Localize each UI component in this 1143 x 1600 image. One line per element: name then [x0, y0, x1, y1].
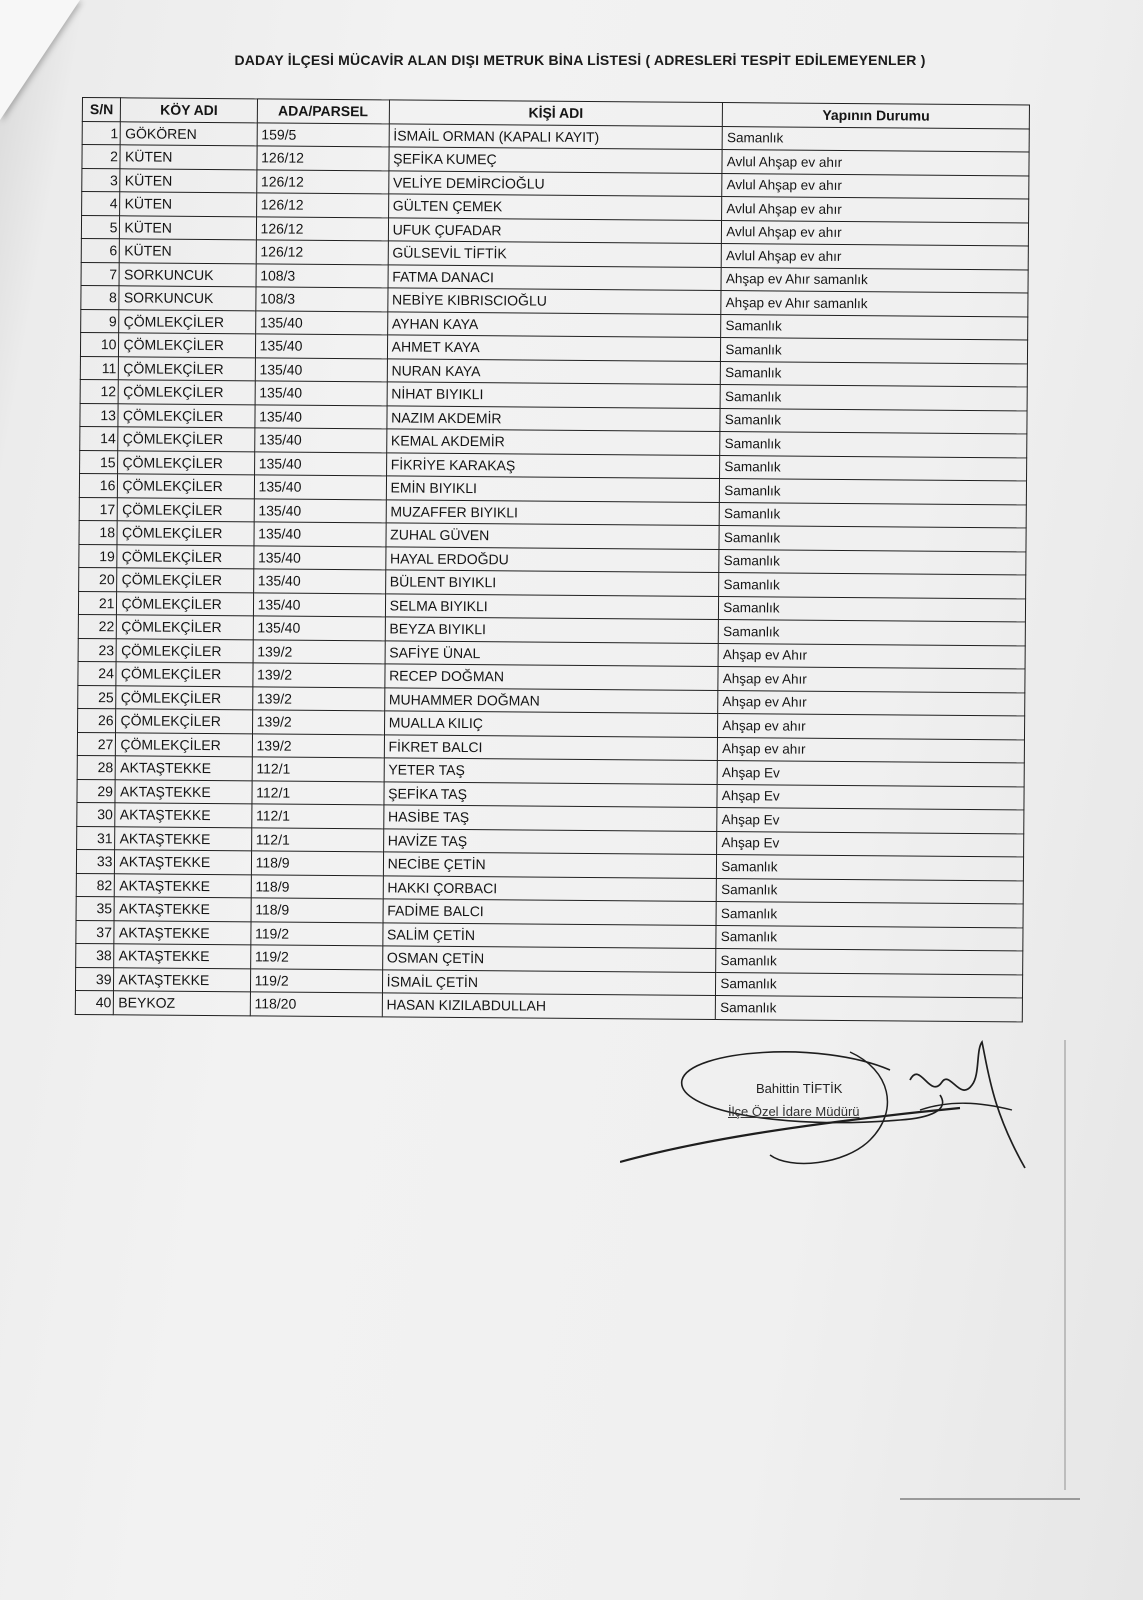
- person-name-cell: ŞEFİKA TAŞ: [384, 781, 718, 807]
- building-status-cell: Samanlık: [719, 526, 1026, 552]
- page-bottom-line: [900, 1498, 1080, 1500]
- person-name-cell: RECEP DOĞMAN: [385, 664, 719, 690]
- person-name-cell: FİKRİYE KARAKAŞ: [386, 452, 720, 478]
- parcel-cell: 112/1: [251, 804, 383, 829]
- building-status-cell: Ahşap ev Ahır samanlık: [721, 267, 1028, 293]
- serial-number-cell: 35: [76, 896, 115, 920]
- parcel-cell: 135/40: [253, 569, 385, 594]
- column-header: Yapının Durumu: [723, 103, 1030, 129]
- village-name-cell: ÇÖMLEKÇİLER: [118, 474, 254, 499]
- parcel-cell: 135/40: [255, 334, 387, 359]
- person-name-cell: KEMAL AKDEMİR: [386, 429, 720, 455]
- column-header: ADA/PARSEL: [257, 99, 389, 124]
- building-status-cell: Avlul Ahşap ev ahır: [722, 150, 1029, 176]
- village-name-cell: AKTAŞTEKKE: [114, 944, 250, 969]
- person-name-cell: BEYZA BIYIKLI: [385, 617, 719, 643]
- building-status-cell: Samanlık: [716, 925, 1023, 951]
- person-name-cell: GÜLSEVİL TİFTİK: [388, 241, 722, 267]
- parcel-cell: 118/9: [251, 851, 383, 876]
- parcel-cell: 108/3: [256, 263, 388, 288]
- serial-number-cell: 29: [77, 779, 116, 803]
- building-status-cell: Avlul Ahşap ev ahır: [722, 220, 1029, 246]
- village-name-cell: AKTAŞTEKKE: [114, 920, 250, 945]
- village-name-cell: ÇÖMLEKÇİLER: [116, 662, 252, 687]
- serial-number-cell: 28: [77, 755, 116, 779]
- serial-number-cell: 25: [78, 685, 117, 709]
- building-status-cell: Samanlık: [717, 878, 1024, 904]
- person-name-cell: EMİN BIYIKLI: [386, 476, 720, 502]
- parcel-cell: 135/40: [255, 381, 387, 406]
- parcel-cell: 119/2: [250, 921, 382, 946]
- serial-number-cell: 3: [82, 168, 121, 192]
- building-status-cell: Ahşap ev Ahır: [718, 667, 1025, 693]
- village-name-cell: AKTAŞTEKKE: [114, 967, 250, 992]
- column-header: KİŞİ ADI: [389, 100, 723, 126]
- building-status-cell: Avlul Ahşap ev ahır: [721, 244, 1028, 270]
- serial-number-cell: 6: [81, 238, 120, 262]
- parcel-cell: 135/40: [254, 475, 386, 500]
- parcel-cell: 118/9: [251, 898, 383, 923]
- building-status-cell: Samanlık: [721, 361, 1028, 387]
- building-status-cell: Samanlık: [716, 902, 1023, 928]
- village-name-cell: ÇÖMLEKÇİLER: [117, 615, 253, 640]
- parcel-cell: 139/2: [253, 639, 385, 664]
- building-status-cell: Samanlık: [720, 408, 1027, 434]
- building-status-cell: Ahşap ev Ahır samanlık: [721, 291, 1028, 317]
- person-name-cell: ŞEFİKA KUMEÇ: [389, 147, 723, 173]
- serial-number-cell: 26: [78, 708, 117, 732]
- village-name-cell: KÜTEN: [120, 168, 256, 193]
- parcel-cell: 139/2: [252, 733, 384, 758]
- person-name-cell: HASİBE TAŞ: [383, 805, 717, 831]
- signatory-name: Bahittin TİFTİK: [756, 1081, 843, 1096]
- village-name-cell: KÜTEN: [120, 215, 256, 240]
- parcel-cell: 135/40: [254, 451, 386, 476]
- building-status-cell: Samanlık: [721, 314, 1028, 340]
- serial-number-cell: 20: [79, 567, 118, 591]
- serial-number-cell: 7: [81, 262, 120, 286]
- person-name-cell: AHMET KAYA: [387, 335, 721, 361]
- village-name-cell: AKTAŞTEKKE: [115, 850, 251, 875]
- person-name-cell: İSMAİL ÇETİN: [382, 969, 716, 995]
- serial-number-cell: 10: [80, 332, 119, 356]
- building-status-cell: Samanlık: [720, 432, 1027, 458]
- parcel-cell: 119/2: [250, 968, 382, 993]
- person-name-cell: NAZIM AKDEMİR: [387, 405, 721, 431]
- table-body: [75, 121, 1029, 1021]
- serial-number-cell: 38: [76, 943, 115, 967]
- person-name-cell: UFUK ÇUFADAR: [388, 217, 722, 243]
- person-name-cell: NECİBE ÇETİN: [383, 852, 717, 878]
- building-status-cell: Avlul Ahşap ev ahır: [722, 173, 1029, 199]
- serial-number-cell: 22: [78, 614, 117, 638]
- village-name-cell: SORKUNCUK: [119, 286, 255, 311]
- serial-number-cell: 82: [76, 873, 115, 897]
- building-list-table: [75, 97, 1030, 1022]
- village-name-cell: AKTAŞTEKKE: [115, 803, 251, 828]
- village-name-cell: KÜTEN: [120, 239, 256, 264]
- person-name-cell: VELİYE DEMİRCİOĞLU: [388, 170, 722, 196]
- village-name-cell: ÇÖMLEKÇİLER: [116, 709, 252, 734]
- serial-number-cell: 9: [81, 309, 120, 333]
- building-status-cell: Ahşap ev Ahır: [718, 643, 1025, 669]
- person-name-cell: AYHAN KAYA: [387, 311, 721, 337]
- column-header: KÖY ADI: [121, 98, 257, 123]
- serial-number-cell: 17: [79, 497, 118, 521]
- village-name-cell: ÇÖMLEKÇİLER: [119, 356, 255, 381]
- parcel-cell: 126/12: [256, 193, 388, 218]
- village-name-cell: KÜTEN: [120, 192, 256, 217]
- parcel-cell: 108/3: [255, 287, 387, 312]
- person-name-cell: FADİME BALCI: [383, 899, 717, 925]
- village-name-cell: ÇÖMLEKÇİLER: [119, 309, 255, 334]
- village-name-cell: ÇÖMLEKÇİLER: [117, 568, 253, 593]
- building-status-cell: Ahşap Ev: [717, 761, 1024, 787]
- village-name-cell: ÇÖMLEKÇİLER: [117, 638, 253, 663]
- serial-number-cell: 18: [79, 520, 118, 544]
- village-name-cell: AKTAŞTEKKE: [116, 756, 252, 781]
- serial-number-cell: 12: [80, 379, 119, 403]
- person-name-cell: ZUHAL GÜVEN: [386, 523, 720, 549]
- person-name-cell: HAVİZE TAŞ: [383, 828, 717, 854]
- village-name-cell: ÇÖMLEKÇİLER: [117, 591, 253, 616]
- parcel-cell: 112/1: [251, 827, 383, 852]
- parcel-cell: 126/12: [256, 169, 388, 194]
- person-name-cell: YETER TAŞ: [384, 758, 718, 784]
- parcel-cell: 139/2: [252, 710, 384, 735]
- building-status-cell: Samanlık: [717, 855, 1024, 881]
- serial-number-cell: 39: [75, 967, 114, 991]
- serial-number-cell: 30: [77, 802, 116, 826]
- person-name-cell: İSMAİL ORMAN (KAPALI KAYIT): [389, 123, 723, 149]
- serial-number-cell: 23: [78, 638, 117, 662]
- parcel-cell: 139/2: [252, 686, 384, 711]
- parcel-cell: 112/1: [252, 757, 384, 782]
- serial-number-cell: 8: [81, 285, 120, 309]
- serial-number-cell: 24: [78, 661, 117, 685]
- village-name-cell: ÇÖMLEKÇİLER: [116, 732, 252, 757]
- person-name-cell: MUHAMMER DOĞMAN: [384, 687, 718, 713]
- serial-number-cell: 14: [80, 426, 119, 450]
- parcel-cell: 126/12: [256, 216, 388, 241]
- serial-number-cell: 2: [82, 145, 121, 169]
- village-name-cell: SORKUNCUK: [119, 262, 255, 287]
- village-name-cell: ÇÖMLEKÇİLER: [117, 521, 253, 546]
- building-status-cell: Samanlık: [719, 620, 1026, 646]
- person-name-cell: HAYAL ERDOĞDU: [385, 546, 719, 572]
- document-title: DADAY İLÇESİ MÜCAVİR ALAN DIŞI METRUK BİNA LİSTESİ ( ADRESLERİ TESPİT EDİLEMEYENLER ): [234, 52, 926, 68]
- village-name-cell: ÇÖMLEKÇİLER: [118, 497, 254, 522]
- folded-corner: [0, 0, 80, 120]
- building-status-cell: Samanlık: [719, 596, 1026, 622]
- building-status-cell: Samanlık: [720, 479, 1027, 505]
- building-status-cell: Ahşap ev ahır: [718, 737, 1025, 763]
- village-name-cell: AKTAŞTEKKE: [115, 826, 251, 851]
- parcel-cell: 135/40: [254, 522, 386, 547]
- village-name-cell: BEYKOZ: [114, 991, 250, 1016]
- person-name-cell: MUALLA KILIÇ: [384, 711, 718, 737]
- signature-block: [620, 1040, 1040, 1180]
- parcel-cell: 118/9: [251, 874, 383, 899]
- person-name-cell: NEBİYE KIBRISCIOĞLU: [387, 288, 721, 314]
- serial-number-cell: 1: [82, 121, 121, 145]
- person-name-cell: SAFİYE ÜNAL: [385, 640, 719, 666]
- person-name-cell: SELMA BIYIKLI: [385, 593, 719, 619]
- village-name-cell: KÜTEN: [120, 145, 256, 170]
- village-name-cell: ÇÖMLEKÇİLER: [117, 544, 253, 569]
- parcel-cell: 135/40: [254, 498, 386, 523]
- parcel-cell: 135/40: [253, 616, 385, 641]
- serial-number-cell: 16: [79, 473, 118, 497]
- parcel-cell: 135/40: [253, 545, 385, 570]
- column-header: S/N: [82, 98, 121, 122]
- serial-number-cell: 37: [76, 920, 115, 944]
- person-name-cell: OSMAN ÇETİN: [382, 946, 716, 972]
- serial-number-cell: 19: [79, 544, 118, 568]
- person-name-cell: NİHAT BIYIKLI: [387, 382, 721, 408]
- serial-number-cell: 11: [80, 356, 119, 380]
- parcel-cell: 112/1: [252, 780, 384, 805]
- parcel-cell: 119/2: [250, 945, 382, 970]
- building-status-cell: Samanlık: [720, 455, 1027, 481]
- building-status-cell: Ahşap Ev: [717, 808, 1024, 834]
- person-name-cell: GÜLTEN ÇEMEK: [388, 194, 722, 220]
- parcel-cell: 135/40: [255, 357, 387, 382]
- parcel-cell: 126/12: [256, 240, 388, 265]
- village-name-cell: AKTAŞTEKKE: [115, 873, 251, 898]
- person-name-cell: HAKKI ÇORBACI: [383, 875, 717, 901]
- serial-number-cell: 27: [77, 732, 116, 756]
- person-name-cell: SALİM ÇETİN: [382, 922, 716, 948]
- person-name-cell: FATMA DANACI: [388, 264, 722, 290]
- building-status-cell: Ahşap Ev: [717, 831, 1024, 857]
- building-status-cell: Samanlık: [721, 338, 1028, 364]
- parcel-cell: 135/40: [254, 428, 386, 453]
- building-status-cell: Samanlık: [716, 972, 1023, 998]
- serial-number-cell: 13: [80, 403, 119, 427]
- building-status-cell: Samanlık: [719, 573, 1026, 599]
- village-name-cell: GÖKÖREN: [121, 121, 257, 146]
- page-edge-line: [1064, 1040, 1066, 1490]
- parcel-cell: 135/40: [253, 592, 385, 617]
- village-name-cell: ÇÖMLEKÇİLER: [118, 450, 254, 475]
- parcel-cell: 139/2: [253, 663, 385, 688]
- village-name-cell: AKTAŞTEKKE: [114, 897, 250, 922]
- parcel-cell: 159/5: [257, 122, 389, 147]
- village-name-cell: ÇÖMLEKÇİLER: [118, 403, 254, 428]
- serial-number-cell: 4: [82, 192, 121, 216]
- parcel-cell: 135/40: [255, 404, 387, 429]
- serial-number-cell: 21: [78, 591, 117, 615]
- village-name-cell: ÇÖMLEKÇİLER: [116, 685, 252, 710]
- building-status-cell: Samanlık: [722, 126, 1029, 152]
- building-status-cell: Ahşap ev Ahır: [718, 690, 1025, 716]
- building-status-cell: Ahşap Ev: [717, 784, 1024, 810]
- serial-number-cell: 40: [75, 990, 114, 1014]
- village-name-cell: ÇÖMLEKÇİLER: [118, 427, 254, 452]
- person-name-cell: BÜLENT BIYIKLI: [385, 570, 719, 596]
- building-status-cell: Samanlık: [719, 549, 1026, 575]
- person-name-cell: NURAN KAYA: [387, 358, 721, 384]
- parcel-cell: 135/40: [255, 310, 387, 335]
- building-status-cell: Samanlık: [716, 996, 1023, 1022]
- serial-number-cell: 15: [80, 450, 119, 474]
- village-name-cell: AKTAŞTEKKE: [115, 779, 251, 804]
- parcel-cell: 126/12: [257, 146, 389, 171]
- person-name-cell: FİKRET BALCI: [384, 734, 718, 760]
- building-status-cell: Samanlık: [719, 502, 1026, 528]
- building-status-cell: Ahşap ev ahır: [718, 714, 1025, 740]
- serial-number-cell: 31: [77, 826, 116, 850]
- village-name-cell: ÇÖMLEKÇİLER: [119, 380, 255, 405]
- signatory-title: İlçe Özel İdare Müdürü: [728, 1104, 860, 1119]
- building-status-cell: Samanlık: [716, 949, 1023, 975]
- building-status-cell: Avlul Ahşap ev ahır: [722, 197, 1029, 223]
- building-status-cell: Samanlık: [720, 385, 1027, 411]
- serial-number-cell: 5: [81, 215, 120, 239]
- village-name-cell: ÇÖMLEKÇİLER: [119, 333, 255, 358]
- person-name-cell: MUZAFFER BIYIKLI: [386, 499, 720, 525]
- serial-number-cell: 33: [76, 849, 115, 873]
- person-name-cell: HASAN KIZILABDULLAH: [382, 993, 716, 1019]
- parcel-cell: 118/20: [250, 992, 382, 1017]
